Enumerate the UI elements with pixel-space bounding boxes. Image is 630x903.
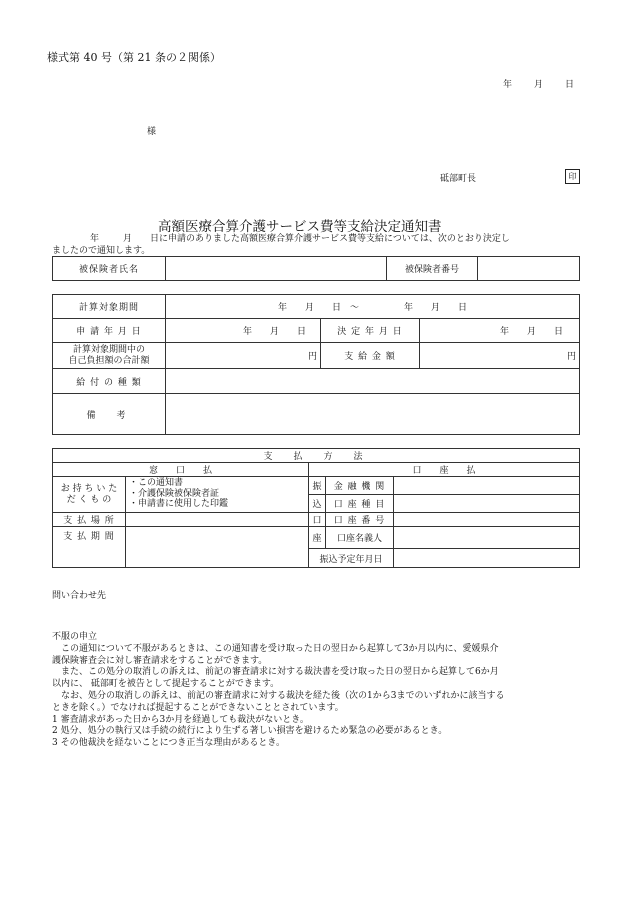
appeal-line: また、この処分の取消しの訴えは、前記の審査請求に対する裁決書を受け取った日の翌日から起算して6か月 [52, 667, 499, 678]
seal-mark: 印 [565, 169, 580, 184]
transfer-date-label: 振込予定年月日 [309, 549, 394, 568]
intro-month: 月 [123, 234, 133, 244]
calculation-table [52, 294, 580, 435]
contact-label: 問い合わせ先 [52, 591, 107, 601]
period-value[interactable]: 年 月 日 ～ 年 月 日 [166, 295, 580, 319]
appeal-line: この通知について不服があるときは、この通知書を受け取った日の翌日から起算して3か月以内に、愛媛県介 [52, 643, 499, 654]
transfer-char: 込 [309, 495, 326, 513]
appeal-line: 護保険審査会に対し審査請求をすることができます。 [52, 655, 268, 666]
copay-total-label [53, 343, 166, 369]
form-number: 様式第 40 号（第 21 条の２関係） [47, 51, 221, 64]
benefit-type-label: 給 付 の 種 類 [53, 369, 166, 394]
payment-place-field[interactable] [126, 513, 309, 527]
account-type-field[interactable] [394, 495, 580, 513]
intro-year: 年 [90, 234, 100, 244]
intro-line-2: ましたので通知します。 [52, 246, 151, 256]
issue-date [503, 77, 574, 90]
payment-method-header: 支 払 方 法 [53, 449, 580, 463]
account-number-label: 口 座 番 号 [326, 513, 394, 527]
appeal-line: 以内に、 砥部町を被告として提起することができます。 [52, 679, 280, 690]
account-holder-field[interactable] [394, 527, 580, 549]
bring-label-line-1: お 持 ち い た [60, 483, 118, 494]
transfer-char: 振 [309, 477, 326, 495]
date-month: 月 [534, 80, 544, 90]
bank-field[interactable] [394, 477, 580, 495]
payment-period-field[interactable] [126, 527, 309, 568]
transfer-date-field[interactable] [394, 549, 580, 568]
transfer-char: 口 [309, 513, 326, 527]
copay-label-line-1: 計算対象期間中の [72, 344, 145, 355]
account-type-label: 口 座 種 目 [326, 495, 394, 513]
decision-date-value[interactable]: 年 月 日 [420, 319, 580, 343]
appeal-line: 2 処分、処分の執行又は手続の続行により生ずる著しい損害を避けるため緊急の必要があるとき。 [52, 726, 448, 737]
period-label: 計算対象期間 [53, 295, 166, 319]
bring-items-list [126, 477, 309, 513]
insured-number-field[interactable] [478, 257, 580, 281]
remarks-field[interactable] [166, 394, 580, 435]
application-date-label: 申 請 年 月 日 [53, 319, 166, 343]
account-payment-label: 口 座 払 [309, 463, 580, 477]
payment-method-table [52, 448, 580, 568]
bring-items-label [53, 477, 126, 513]
payment-period-label: 支 払 期 間 [53, 527, 126, 568]
benefit-type-field[interactable] [166, 369, 580, 394]
addressee-suffix: 様 [147, 127, 157, 137]
payment-amount-label: 支 給 金 額 [321, 343, 420, 369]
appeal-line: なお、処分の取消しの訴えは、前記の審査請求に対する裁決を経た後（次の1から3までのいずれかに該当する [52, 690, 505, 701]
copay-total-field[interactable] [166, 343, 321, 369]
date-year: 年 [503, 80, 513, 90]
issuer: 砥部町長 [440, 174, 477, 184]
decision-date-label: 決 定 年 月 日 [321, 319, 420, 343]
bank-label: 金 融 機 関 [326, 477, 394, 495]
insured-name-field[interactable] [166, 257, 387, 281]
bring-item: ・介護保険被保険者証 [129, 488, 220, 499]
account-number-field[interactable] [394, 513, 580, 527]
payment-amount-field[interactable] [420, 343, 580, 369]
bring-item: ・この通知書 [129, 478, 184, 488]
copay-unit: 円 [307, 352, 317, 362]
appeal-notice [52, 632, 582, 750]
date-day: 日 [565, 80, 575, 90]
insured-number-label: 被保険者番号 [387, 257, 478, 281]
account-holder-label: 口座名義人 [326, 527, 394, 549]
transfer-char: 座 [309, 527, 326, 549]
insured-table [52, 256, 580, 281]
appeal-line: 1 審査請求があった日から3か月を経過しても裁決がないとき。 [52, 714, 309, 725]
intro-line-1 [90, 231, 510, 244]
copay-label-line-2: 自己負担額の合計額 [68, 355, 150, 366]
counter-payment-label: 窓 口 払 [53, 463, 309, 477]
appeal-line: ときを除く。）でなければ提起することができないこととされています。 [52, 702, 344, 713]
remarks-label: 備 考 [53, 394, 166, 435]
appeal-line: 3 その他裁決を経ないことにつき正当な理由があるとき。 [52, 738, 286, 749]
payment-place-label: 支 払 場 所 [53, 513, 126, 527]
payment-amount-unit: 円 [567, 352, 577, 362]
intro-text-1: 日に申請のありました高額医療合算介護サービス費等支給については、次のとおり決定し [150, 234, 510, 244]
bring-item: ・申請書に使用した印鑑 [129, 499, 229, 509]
document-title: 高額医療合算介護サービス費等支給決定通知書 [158, 219, 442, 235]
bring-label-line-2: だ く も の [66, 494, 112, 505]
application-date-value[interactable]: 年 月 日 [166, 319, 321, 343]
appeal-heading: 不服の申立 [52, 632, 98, 642]
insured-name-label: 被保険者氏名 [53, 257, 166, 281]
